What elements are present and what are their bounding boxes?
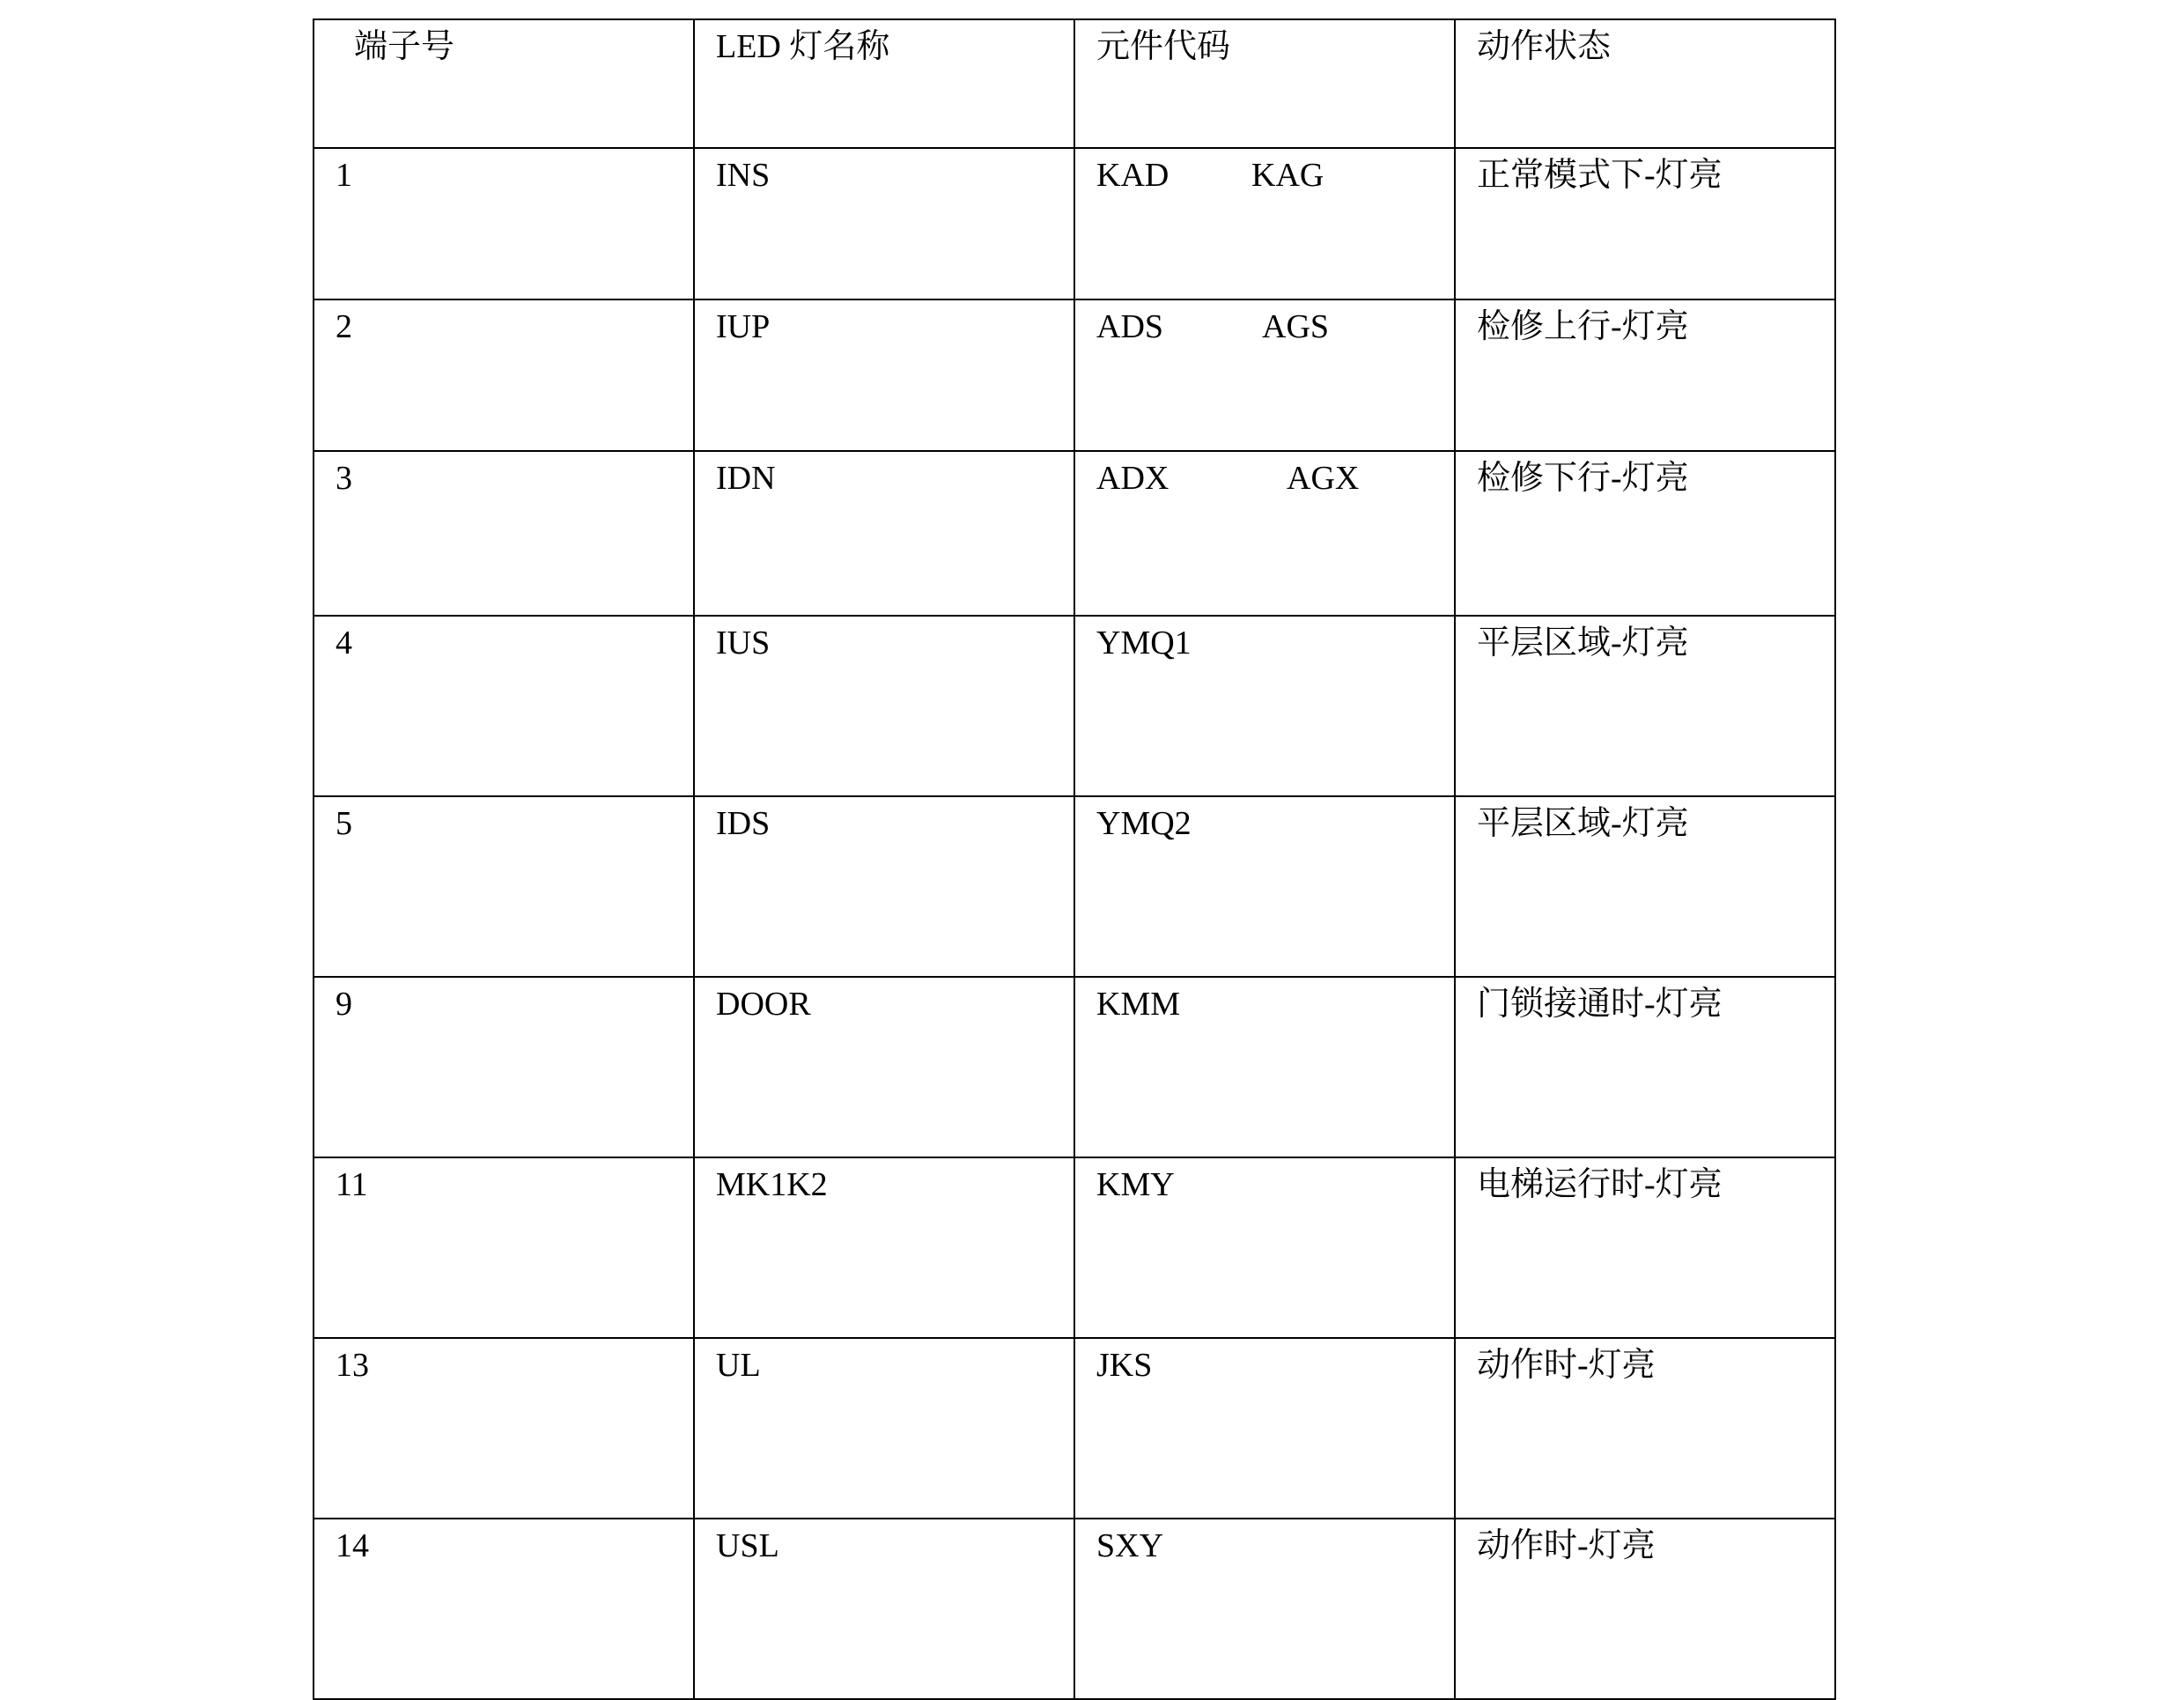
cell-action-state: 平层区域-灯亮 xyxy=(1455,796,1835,977)
cell-component-code: KMM xyxy=(1074,977,1455,1157)
cell-terminal: 13 xyxy=(314,1338,694,1519)
cell-component-code: JKS xyxy=(1074,1338,1455,1519)
cell-terminal: 2 xyxy=(314,299,694,451)
header-terminal: 端子号 xyxy=(314,19,694,148)
component-code-secondary: AGX xyxy=(1287,460,1360,497)
table-row xyxy=(314,1338,1835,1519)
cell-led-name: IDN xyxy=(694,451,1074,616)
cell-component-code: SXY xyxy=(1074,1519,1455,1699)
cell-component-code: KMY xyxy=(1074,1157,1455,1338)
cell-led-name: IDS xyxy=(694,796,1074,977)
header-action-state: 动作状态 xyxy=(1455,19,1835,148)
cell-led-name: USL xyxy=(694,1519,1074,1699)
component-code-secondary: KAG xyxy=(1251,157,1324,194)
cell-terminal: 9 xyxy=(314,977,694,1157)
cell-led-name: IUP xyxy=(694,299,1074,451)
cell-led-name: INS xyxy=(694,148,1074,299)
cell-action-state: 平层区域-灯亮 xyxy=(1455,616,1835,796)
cell-action-state: 动作时-灯亮 xyxy=(1455,1519,1835,1699)
cell-action-state: 动作时-灯亮 xyxy=(1455,1338,1835,1519)
cell-action-state: 门锁接通时-灯亮 xyxy=(1455,977,1835,1157)
table-row xyxy=(314,299,1835,451)
cell-component-code xyxy=(1074,451,1455,616)
cell-terminal: 1 xyxy=(314,148,694,299)
cell-terminal: 11 xyxy=(314,1157,694,1338)
header-led-name: LED 灯名称 xyxy=(694,19,1074,148)
cell-terminal: 4 xyxy=(314,616,694,796)
cell-led-name: MK1K2 xyxy=(694,1157,1074,1338)
cell-terminal: 3 xyxy=(314,451,694,616)
cell-action-state: 正常模式下-灯亮 xyxy=(1455,148,1835,299)
cell-component-code xyxy=(1074,148,1455,299)
cell-action-state: 电梯运行时-灯亮 xyxy=(1455,1157,1835,1338)
cell-led-name: UL xyxy=(694,1338,1074,1519)
cell-component-code: YMQ1 xyxy=(1074,616,1455,796)
table-row xyxy=(314,977,1835,1157)
table-row xyxy=(314,616,1835,796)
component-code-primary: ADX xyxy=(1096,460,1169,497)
header-component-code: 元件代码 xyxy=(1074,19,1455,148)
table-row xyxy=(314,796,1835,977)
table-row xyxy=(314,1519,1835,1699)
component-code-primary: KAD xyxy=(1096,157,1169,194)
cell-terminal: 5 xyxy=(314,796,694,977)
component-code-secondary: AGS xyxy=(1262,308,1330,345)
cell-component-code: YMQ2 xyxy=(1074,796,1455,977)
component-code-primary: ADS xyxy=(1096,308,1164,345)
cell-component-code xyxy=(1074,299,1455,451)
table-row xyxy=(314,451,1835,616)
cell-terminal: 14 xyxy=(314,1519,694,1699)
cell-led-name: IUS xyxy=(694,616,1074,796)
terminal-led-table xyxy=(313,18,1836,1700)
table-header-row xyxy=(314,19,1835,148)
cell-action-state: 检修下行-灯亮 xyxy=(1455,451,1835,616)
table-row xyxy=(314,148,1835,299)
table-row xyxy=(314,1157,1835,1338)
cell-action-state: 检修上行-灯亮 xyxy=(1455,299,1835,451)
cell-led-name: DOOR xyxy=(694,977,1074,1157)
